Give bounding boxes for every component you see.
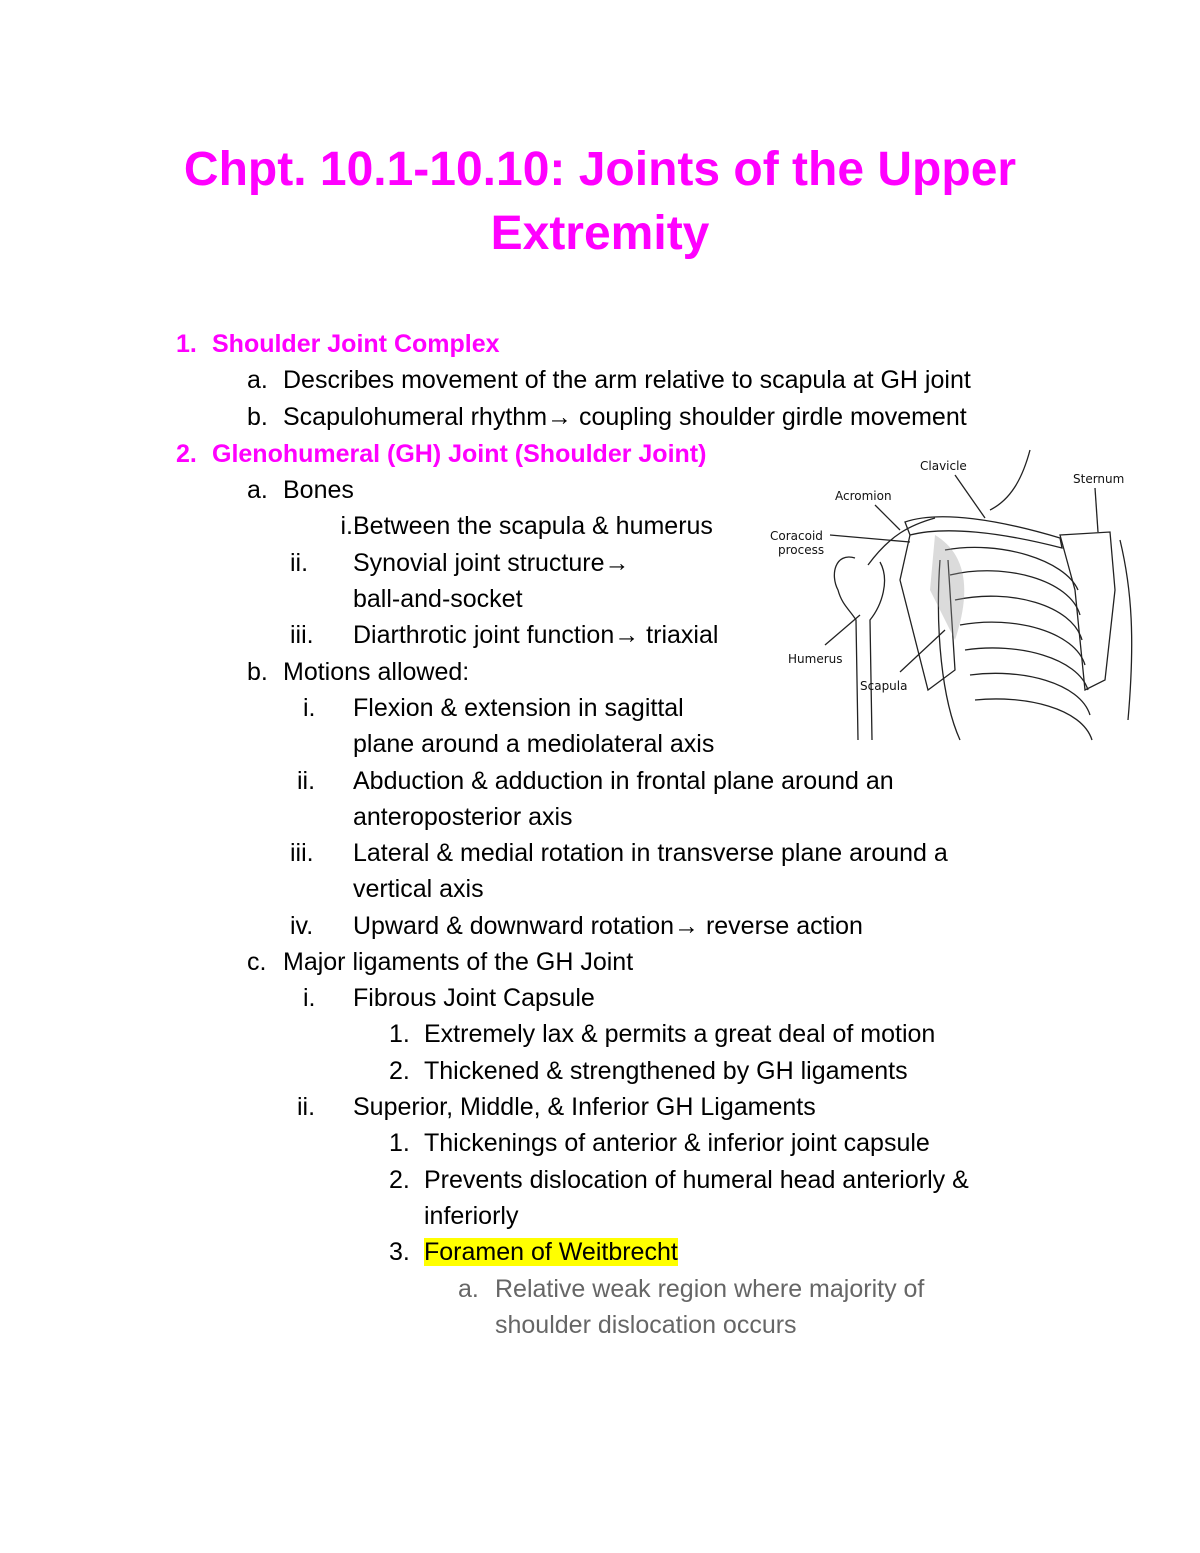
- list-item-text: Scapulohumeral rhythm→ coupling shoulder girdle movement: [283, 403, 967, 431]
- list-marker: iii.: [290, 839, 314, 867]
- list-item-text: plane around a mediolateral axis: [353, 730, 715, 758]
- list-item-text: Diarthrotic joint function→ triaxial: [353, 621, 719, 649]
- list-item-text: Motions allowed:: [283, 658, 470, 686]
- list-item: [247, 399, 967, 435]
- heading-text: Shoulder Joint Complex: [212, 330, 500, 358]
- note-text: Relative weak region where majority of: [495, 1275, 925, 1303]
- list-marker: 2.: [176, 440, 197, 468]
- list-item-text: Synovial joint structure→: [353, 549, 630, 577]
- list-item-text: Extremely lax & permits a great deal of motion: [424, 1020, 936, 1048]
- list-marker: iii.: [290, 621, 314, 649]
- list-item: [290, 508, 353, 544]
- list-item-text: [424, 1234, 678, 1270]
- list-marker: 2.: [389, 1166, 410, 1194]
- list-marker: i.: [303, 694, 316, 722]
- list-item-text: Abduction & adduction in frontal plane around an: [353, 767, 894, 795]
- list-item: [247, 472, 354, 508]
- heading-text: Glenohumeral (GH) Joint (Shoulder Joint): [212, 440, 707, 468]
- list-item: [247, 362, 971, 398]
- list-item-text: Lateral & medial rotation in transverse plane around a: [353, 839, 948, 867]
- list-item-text: ball-and-socket: [353, 585, 523, 613]
- list-marker: 1.: [389, 1129, 410, 1157]
- list-item-text: Describes movement of the arm relative to scapula at GH joint: [283, 366, 971, 394]
- list-item-text: Bones: [283, 476, 354, 504]
- page-title: Chpt. 10.1-10.10: Joints of the Upper Extremity: [183, 143, 1017, 260]
- shoulder-anatomy-figure: [760, 440, 1140, 750]
- label-coracoid: Coracoid: [770, 529, 823, 543]
- list-marker: 3.: [389, 1238, 410, 1266]
- clavicle-bone: [905, 517, 1062, 548]
- list-marker: i.: [340, 512, 353, 540]
- label-humerus: Humerus: [788, 652, 843, 666]
- list-marker: a.: [247, 366, 268, 394]
- label-process: process: [778, 543, 825, 557]
- list-marker: c.: [247, 948, 267, 976]
- list-marker: b.: [247, 658, 268, 686]
- label-acromion: Acromion: [835, 489, 892, 503]
- list-item-text: Superior, Middle, & Inferior GH Ligaments: [353, 1093, 816, 1121]
- list-marker: 2.: [389, 1057, 410, 1085]
- section-2-heading: [176, 436, 706, 472]
- list-item-text: vertical axis: [353, 875, 484, 903]
- list-marker: ii.: [297, 1093, 316, 1121]
- list-item-text: Major ligaments of the GH Joint: [283, 948, 634, 976]
- note-text: shoulder dislocation occurs: [495, 1311, 797, 1339]
- list-item-text: Flexion & extension in sagittal: [353, 694, 684, 722]
- list-item-text: Thickened & strengthened by GH ligaments: [424, 1057, 908, 1085]
- label-scapula: Scapula: [860, 679, 908, 693]
- list-item: [247, 944, 633, 980]
- list-marker: a.: [458, 1275, 479, 1303]
- list-marker: ii.: [297, 767, 316, 795]
- humerus-bone: [834, 557, 858, 740]
- neck-outline: [990, 450, 1030, 510]
- list-marker: a.: [247, 476, 268, 504]
- list-marker: ii.: [290, 549, 309, 577]
- label-clavicle: Clavicle: [920, 459, 967, 473]
- list-item-text: Thickenings of anterior & inferior joint capsule: [424, 1129, 930, 1157]
- list-marker: b.: [247, 403, 268, 431]
- list-marker: iv.: [290, 912, 314, 940]
- list-marker: 1.: [389, 1020, 410, 1048]
- list-item: [247, 654, 469, 690]
- label-sternum: Sternum: [1073, 472, 1125, 486]
- highlighted-term: Foramen of Weitbrecht: [424, 1238, 678, 1266]
- list-item-text: Between the scapula & humerus: [353, 512, 713, 540]
- list-marker: i.: [303, 984, 316, 1012]
- list-item-text: Prevents dislocation of humeral head anteriorly &: [424, 1166, 969, 1194]
- list-marker: 1.: [176, 330, 197, 358]
- list-item-text: Upward & downward rotation→ reverse action: [353, 912, 863, 940]
- list-item-text: inferiorly: [424, 1202, 519, 1230]
- list-item-text: anteroposterior axis: [353, 803, 573, 831]
- list-item-text: Fibrous Joint Capsule: [353, 984, 595, 1012]
- section-1-heading: [176, 326, 500, 362]
